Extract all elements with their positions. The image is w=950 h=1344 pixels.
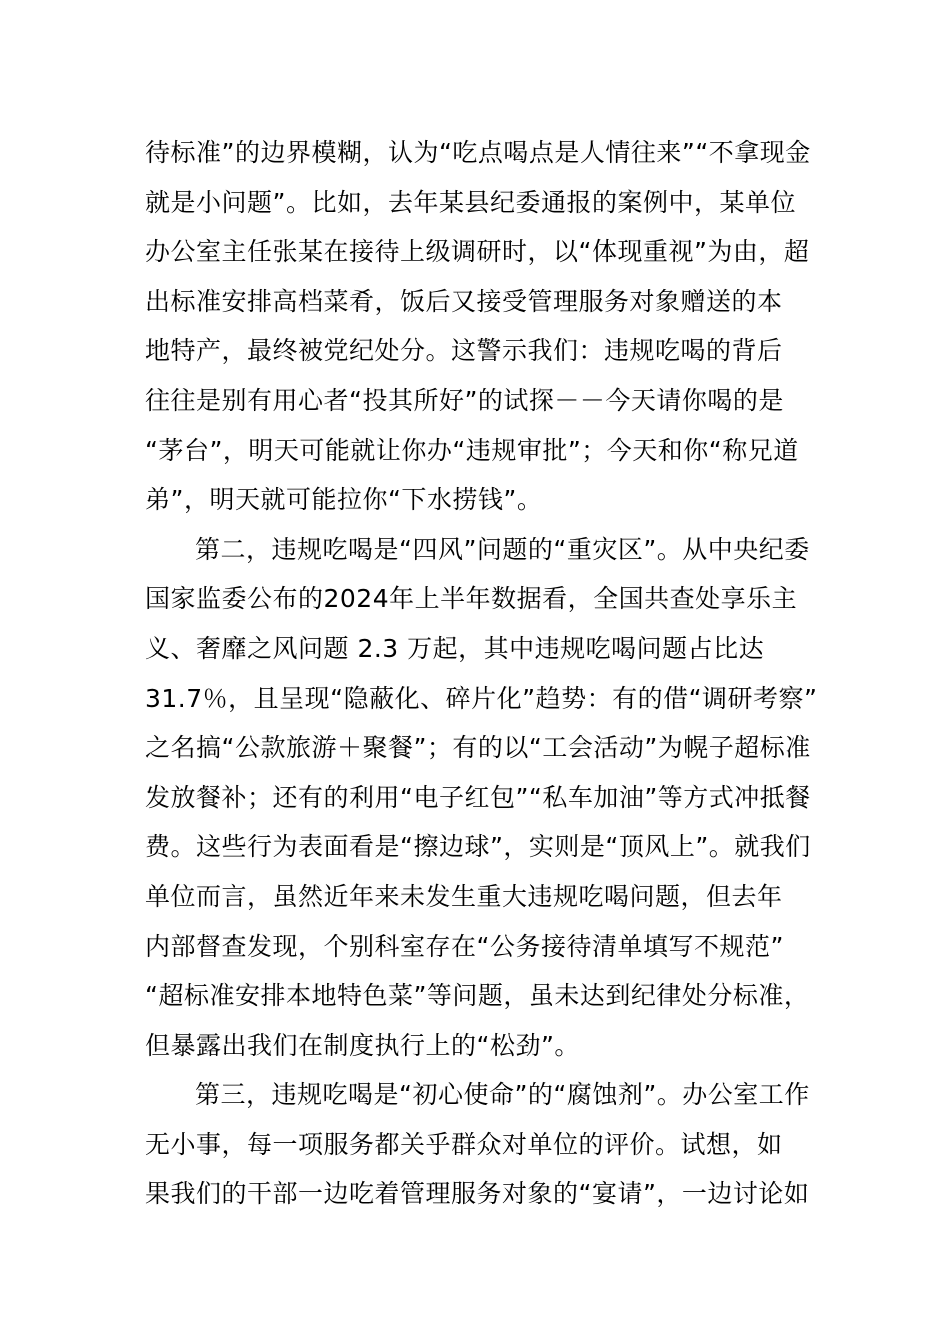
- text-line: 弟”，明天就可能拉你“下水捞钱”。: [145, 485, 543, 515]
- text-line: 无小事，每一项服务都关乎群众对单位的评价。试想，如: [145, 1129, 783, 1159]
- text-line: 单位而言，虽然近年来未发生重大违规吃喝问题，但去年: [145, 881, 783, 911]
- text-line: 出标准安排高档菜肴，饭后又接受管理服务对象赠送的本: [145, 286, 783, 316]
- text-line: 国家监委公布的2024年上半年数据看，全国共查处享乐主: [145, 584, 798, 614]
- text-line: 待标准”的边界模糊，认为“吃点喝点是人情往来”“不拿现金: [145, 138, 811, 167]
- text-line: 义、奢靡之风问题 2.3 万起，其中违规吃喝问题占比达: [145, 633, 765, 663]
- text-line: 第二，违规吃喝是“四风”问题的“重灾区”。从中央纪委: [195, 534, 810, 564]
- paragraph-1: [145, 128, 811, 525]
- text-line: “超标准安排本地特色菜”等问题，虽未达到纪律处分标准，: [145, 981, 810, 1011]
- text-line: 费。这些行为表面看是“擦边球”，实则是“顶风上”。就我们: [145, 832, 811, 862]
- paragraph-3: [145, 1070, 810, 1219]
- text-line: 办公室主任张某在接待上级调研时，以“体现重视”为由，超: [145, 237, 810, 267]
- text-line: 就是小问题”。比如，去年某县纪委通报的案例中，某单位: [145, 187, 796, 217]
- text-line: 但暴露出我们在制度执行上的“松劲”。: [145, 1030, 580, 1060]
- text-line: 之名搞“公款旅游＋聚餐”；有的以“工会活动”为幌子超标准: [145, 733, 811, 763]
- text-line: 往往是别有用心者“投其所好”的试探－－今天请你喝的是: [145, 385, 784, 415]
- text-line: 第三，违规吃喝是“初心使命”的“腐蚀剂”。办公室工作: [195, 1080, 810, 1110]
- text-line: 发放餐补；还有的利用“电子红包”“私车加油”等方式冲抵餐: [145, 782, 811, 812]
- text-line: “茅台”，明天可能就让你办“违规审批”；今天和你“称兄道: [145, 435, 799, 465]
- paragraph-2: [145, 525, 818, 1071]
- text-line: 内部督查发现，个别科室存在“公务接待清单填写不规范”: [145, 931, 784, 961]
- text-line: 地特产，最终被党纪处分。这警示我们：违规吃喝的背后: [145, 336, 783, 366]
- text-line: 果我们的干部一边吃着管理服务对象的“宴请”，一边讨论如: [145, 1179, 810, 1209]
- document-body: [145, 128, 818, 1219]
- text-line: 31.7％，且呈现“隐蔽化、碎片化”趋势：有的借“调研考察”: [145, 683, 818, 713]
